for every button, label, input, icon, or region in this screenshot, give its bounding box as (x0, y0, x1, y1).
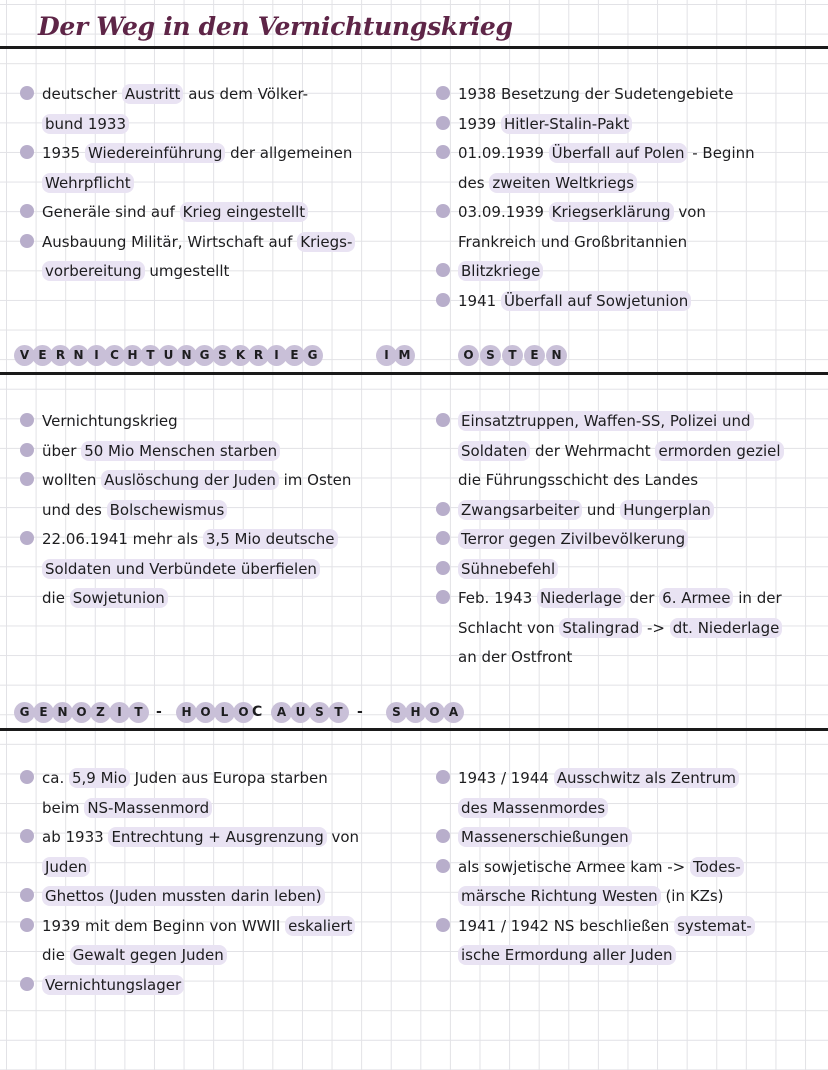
section3-divider (0, 728, 828, 731)
note-line (20, 941, 430, 971)
note-line (436, 912, 828, 942)
highlighted-text: Sowjetunion (70, 588, 168, 608)
note-line (20, 971, 430, 1001)
heading-letter: R (50, 345, 71, 366)
highlighted-text: Gewalt gegen Juden (70, 945, 227, 965)
note-line (436, 764, 828, 794)
note-line (20, 912, 430, 942)
note-text: beim (42, 798, 85, 817)
highlighted-text: Kriegs- (297, 232, 355, 252)
section2-right-column (436, 407, 828, 673)
note-line (436, 437, 828, 467)
bullet-dot-icon (436, 263, 450, 277)
bullet-dot-icon (436, 918, 450, 932)
note-line (20, 110, 425, 140)
heading-letter: N (68, 345, 89, 366)
highlighted-text: ermorden geziel (655, 441, 783, 461)
highlighted-text: 6. Armee (659, 588, 733, 608)
note-text: 1939 (458, 114, 501, 133)
note-line (436, 525, 828, 555)
heading-letter: T (502, 345, 523, 366)
note-line (20, 496, 430, 526)
bullet-dot-icon (20, 86, 34, 100)
heading-letter: H (176, 702, 197, 723)
note-text: an der Ostfront (458, 648, 573, 666)
highlighted-text: Todes- (690, 857, 744, 877)
highlighted-text: Soldaten (458, 441, 530, 461)
note-text: - Beginn (687, 144, 755, 162)
note-text: die (42, 589, 70, 607)
heading-letter: T (128, 702, 149, 723)
heading-letter: S (309, 702, 330, 723)
note-line (436, 198, 828, 228)
note-text: der Wehrmacht (530, 441, 656, 460)
bullet-dot-icon (20, 888, 34, 902)
bullet-dot-icon (436, 413, 450, 427)
bullet-dot-icon (436, 531, 450, 545)
heading-letter: E (32, 345, 53, 366)
heading-letter: I (266, 345, 287, 366)
note-text: wollten (42, 471, 102, 489)
note-line (436, 80, 828, 110)
heading-letter: U (158, 345, 179, 366)
heading-letter: I (376, 345, 397, 366)
heading-letter: C (252, 704, 263, 720)
highlighted-text: Sühnebefehl (458, 559, 558, 579)
note-text: Schlacht von (458, 618, 560, 637)
highlighted-text: Niederlage (537, 588, 625, 608)
highlighted-text: Ghettos (Juden mussten darin leben) (42, 886, 325, 906)
heading-letter: E (524, 345, 545, 366)
highlighted-text: Stalingrad (559, 618, 642, 638)
note-text: 1935 (42, 144, 85, 162)
highlighted-text: Hitler-Stalin-Pakt (501, 114, 632, 134)
heading-letter: E (33, 702, 54, 723)
highlighted-text: Kriegserklärung (549, 202, 674, 222)
bullet-dot-icon (436, 86, 450, 100)
bullet-dot-icon (20, 770, 34, 784)
note-line (436, 823, 828, 853)
heading-letter: R (248, 345, 269, 366)
highlighted-text: Wehrpflicht (42, 173, 134, 193)
highlighted-text: Auslöschung der Juden (101, 470, 279, 490)
note-text: 03.09.1939 (458, 203, 549, 221)
heading-letter: G (302, 345, 323, 366)
note-line (436, 287, 828, 317)
note-line (436, 941, 828, 971)
note-text: deutscher (42, 85, 122, 103)
highlighted-text: Juden (42, 857, 90, 877)
note-line (436, 555, 828, 585)
highlighted-text: eskaliert (285, 916, 355, 936)
highlighted-text: Massenerschießungen (458, 827, 632, 847)
bullet-dot-icon (436, 293, 450, 307)
note-text: über (42, 441, 82, 460)
note-line (20, 584, 430, 614)
heading-letter: M (394, 345, 415, 366)
section2-divider (0, 372, 828, 375)
highlighted-text: ische Ermordung aller Juden (458, 945, 676, 965)
heading-letter: Z (90, 702, 111, 723)
note-text: als sowjetische Armee kam -> (458, 857, 690, 876)
note-text: von (673, 203, 706, 221)
heading-dash: - (357, 704, 363, 720)
highlighted-text: Überfall auf Sowjetunion (501, 291, 691, 311)
note-line (20, 764, 430, 794)
highlighted-text: Überfall auf Polen (549, 143, 688, 163)
heading-letter: O (71, 702, 92, 723)
section1-left-column (20, 80, 425, 287)
bullet-dot-icon (20, 234, 34, 248)
note-line (20, 466, 430, 496)
bullet-dot-icon (436, 502, 450, 516)
note-line (20, 198, 425, 228)
bullet-dot-icon (20, 443, 34, 457)
heading-letter: O (424, 702, 445, 723)
bullet-dot-icon (20, 413, 34, 427)
heading-letter: T (140, 345, 161, 366)
highlighted-text: Blitzkriege (458, 261, 543, 281)
note-line (20, 437, 430, 467)
heading-letter: N (546, 345, 567, 366)
heading-letter: G (14, 702, 35, 723)
note-line (20, 80, 425, 110)
heading-letter: G (194, 345, 215, 366)
bullet-dot-icon (20, 977, 34, 991)
highlighted-text: Ausschwitz als Zentrum (554, 768, 739, 788)
note-text: -> (642, 618, 670, 637)
heading-letter: I (86, 345, 107, 366)
heading-letter: V (14, 345, 35, 366)
bullet-dot-icon (436, 145, 450, 159)
note-line (20, 525, 430, 555)
note-text: der (624, 589, 660, 607)
note-line (20, 228, 425, 258)
bullet-dot-icon (20, 829, 34, 843)
highlighted-text: dt. Niederlage (670, 618, 783, 638)
highlighted-text: Austritt (122, 84, 184, 104)
note-line (20, 257, 425, 287)
highlighted-text: Wiedereinführung (85, 143, 225, 163)
note-line (436, 853, 828, 883)
heading-letter: H (405, 702, 426, 723)
note-text: des (458, 173, 490, 192)
section3-left-column (20, 764, 430, 1000)
page-title: Der Weg in den Vernichtungskrieg (38, 12, 513, 41)
bullet-dot-icon (20, 918, 34, 932)
note-text: aus dem Völker- (183, 85, 309, 103)
section2-left-column (20, 407, 430, 614)
note-line (436, 584, 828, 614)
heading-letter: A (443, 702, 464, 723)
note-text: 1943 / 1944 (458, 769, 554, 787)
heading-letter: O (195, 702, 216, 723)
note-line (436, 614, 828, 644)
note-text: Generäle sind auf (42, 203, 180, 221)
note-line (436, 110, 828, 140)
note-line (436, 466, 828, 496)
highlighted-text: Soldaten und Verbündete überfielen (42, 559, 320, 579)
highlighted-text: zweiten Weltkriegs (489, 173, 637, 193)
note-text: Feb. 1943 (458, 589, 538, 607)
note-line (436, 139, 828, 169)
bullet-dot-icon (436, 829, 450, 843)
note-text: 1939 mit dem Beginn von WWII (42, 916, 286, 935)
highlighted-text: Zwangsarbeiter (458, 500, 582, 520)
highlighted-text: systemat- (674, 916, 755, 936)
note-text: 1941 / 1942 NS beschließen (458, 916, 675, 935)
note-text: ab 1933 (42, 828, 109, 846)
note-line (436, 257, 828, 287)
note-line (20, 794, 430, 824)
highlighted-text: Bolschewismus (107, 500, 228, 520)
note-text: und des (42, 500, 107, 519)
heading-dash: - (156, 704, 162, 720)
note-text: ca. (42, 769, 69, 787)
highlighted-text: Vernichtungslager (42, 975, 184, 995)
note-text: von (326, 828, 360, 846)
note-line (436, 882, 828, 912)
bullet-dot-icon (436, 590, 450, 604)
highlighted-text: 50 Mio Menschen starben (81, 441, 280, 461)
note-line (20, 823, 430, 853)
bullet-dot-icon (436, 561, 450, 575)
note-text: Frankreich und Großbritannien (458, 232, 688, 251)
note-text: (in KZs) (660, 887, 724, 905)
bullet-dot-icon (20, 145, 34, 159)
note-line (436, 169, 828, 199)
note-text: 01.09.1939 (458, 144, 549, 162)
heading-letter: O (458, 345, 479, 366)
highlighted-text: Krieg eingestellt (180, 202, 308, 222)
note-text: der allgemeinen (225, 144, 353, 162)
heading-letter: T (328, 702, 349, 723)
note-text: Ausbauung Militär, Wirtschaft auf (42, 232, 298, 251)
heading-letter: H (122, 345, 143, 366)
note-text: und (582, 500, 621, 519)
note-text: 22.06.1941 mehr als (42, 530, 203, 548)
highlighted-text: vorbereitung (42, 261, 145, 281)
note-line (436, 794, 828, 824)
heading-letter: I (109, 702, 130, 723)
note-line (436, 496, 828, 526)
bullet-dot-icon (436, 204, 450, 218)
highlighted-text: 3,5 Mio deutsche (203, 529, 338, 549)
highlighted-text: 5,9 Mio (69, 768, 130, 788)
heading-letter: U (290, 702, 311, 723)
note-line (436, 407, 828, 437)
highlighted-text: Einsatztruppen, Waffen-SS, Polizei und (458, 411, 754, 431)
bullet-dot-icon (20, 204, 34, 218)
heading-letter: N (176, 345, 197, 366)
note-text: in der (733, 589, 782, 607)
highlighted-text: des Massenmordes (458, 798, 608, 818)
note-line (20, 407, 430, 437)
note-line (436, 228, 828, 258)
section1-right-column (436, 80, 828, 316)
note-text: Vernichtungskrieg (42, 412, 178, 430)
heading-letter: S (480, 345, 501, 366)
note-text: 1938 Besetzung der Sudetengebiete (458, 85, 734, 103)
heading-letter: E (284, 345, 305, 366)
highlighted-text: NS-Massenmord (84, 798, 212, 818)
highlighted-text: Hungerplan (620, 500, 714, 520)
note-text: die Führungsschicht des Landes (458, 471, 699, 489)
heading-letter: S (212, 345, 233, 366)
note-text: Juden aus Europa starben (129, 769, 328, 787)
bullet-dot-icon (436, 859, 450, 873)
note-line (20, 139, 425, 169)
section3-right-column (436, 764, 828, 971)
note-line (20, 169, 425, 199)
highlighted-text: Entrechtung + Ausgrenzung (108, 827, 326, 847)
note-line (20, 882, 430, 912)
heading-letter: N (52, 702, 73, 723)
heading-letter: S (386, 702, 407, 723)
note-text: umgestellt (144, 262, 230, 280)
note-text: die (42, 946, 70, 964)
heading-letter: K (230, 345, 251, 366)
bullet-dot-icon (436, 116, 450, 130)
bullet-dot-icon (436, 770, 450, 784)
note-text: im Osten (278, 471, 352, 489)
note-line (20, 555, 430, 585)
title-divider (0, 46, 828, 49)
heading-letter: L (214, 702, 235, 723)
highlighted-text: märsche Richtung Westen (458, 886, 661, 906)
heading-letter: C (104, 345, 125, 366)
highlighted-text: bund 1933 (42, 114, 129, 134)
bullet-dot-icon (20, 472, 34, 486)
note-line (20, 853, 430, 883)
heading-letter: A (271, 702, 292, 723)
bullet-dot-icon (20, 531, 34, 545)
highlighted-text: Terror gegen Zivilbevölkerung (458, 529, 688, 549)
note-text: 1941 (458, 291, 501, 310)
note-line (436, 643, 828, 673)
heading-letter: O (233, 702, 254, 723)
